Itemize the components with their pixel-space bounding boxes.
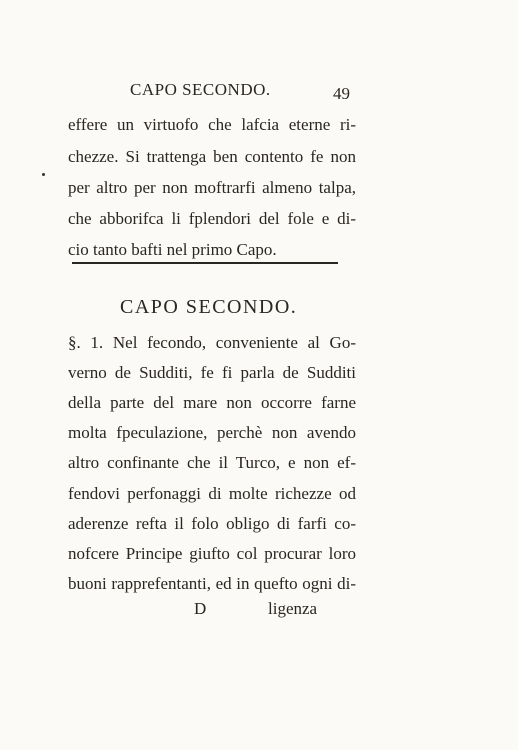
text-line: buoni rapprefentanti, ed in quefto ogni di- — [68, 574, 356, 593]
text-line: che abborifca li fplendori del fole e di- — [68, 209, 356, 228]
text-line: cio tanto bafti nel primo Capo. — [68, 240, 277, 259]
text-line: effere un virtuofo che lafcia eterne ri- — [68, 115, 356, 134]
text-line: §. 1. Nel fecondo, conveniente al Go- — [68, 333, 356, 352]
text-line: della parte del mare non occorre farne — [68, 393, 356, 412]
text-line: nofcere Principe giufto col procurar loro — [68, 544, 356, 563]
text-line: chezze. Si trattenga ben contento fe non — [68, 147, 356, 166]
margin-dot — [42, 173, 45, 176]
text-line: fendovi perfonaggi di molte richezze od — [68, 484, 356, 503]
running-head: CAPO SECONDO. — [130, 80, 271, 99]
text-line: altro confinante che il Turco, e non ef- — [68, 453, 356, 472]
catchword: ligenza — [268, 599, 318, 618]
chapter-title: CAPO SECONDO. — [120, 296, 298, 318]
text-line: per altro per non moftrarfi almeno talpa, — [68, 178, 356, 197]
text-line: molta fpeculazione, perchè non avendo — [68, 423, 356, 442]
signature-mark: D — [194, 599, 207, 618]
text-line: aderenze refta il folo obligo di farfi co- — [68, 514, 356, 533]
page-number: 49 — [333, 84, 350, 103]
text-line: verno de Sudditi, fe fi parla de Sudditi — [68, 363, 356, 382]
section-divider — [72, 262, 338, 264]
